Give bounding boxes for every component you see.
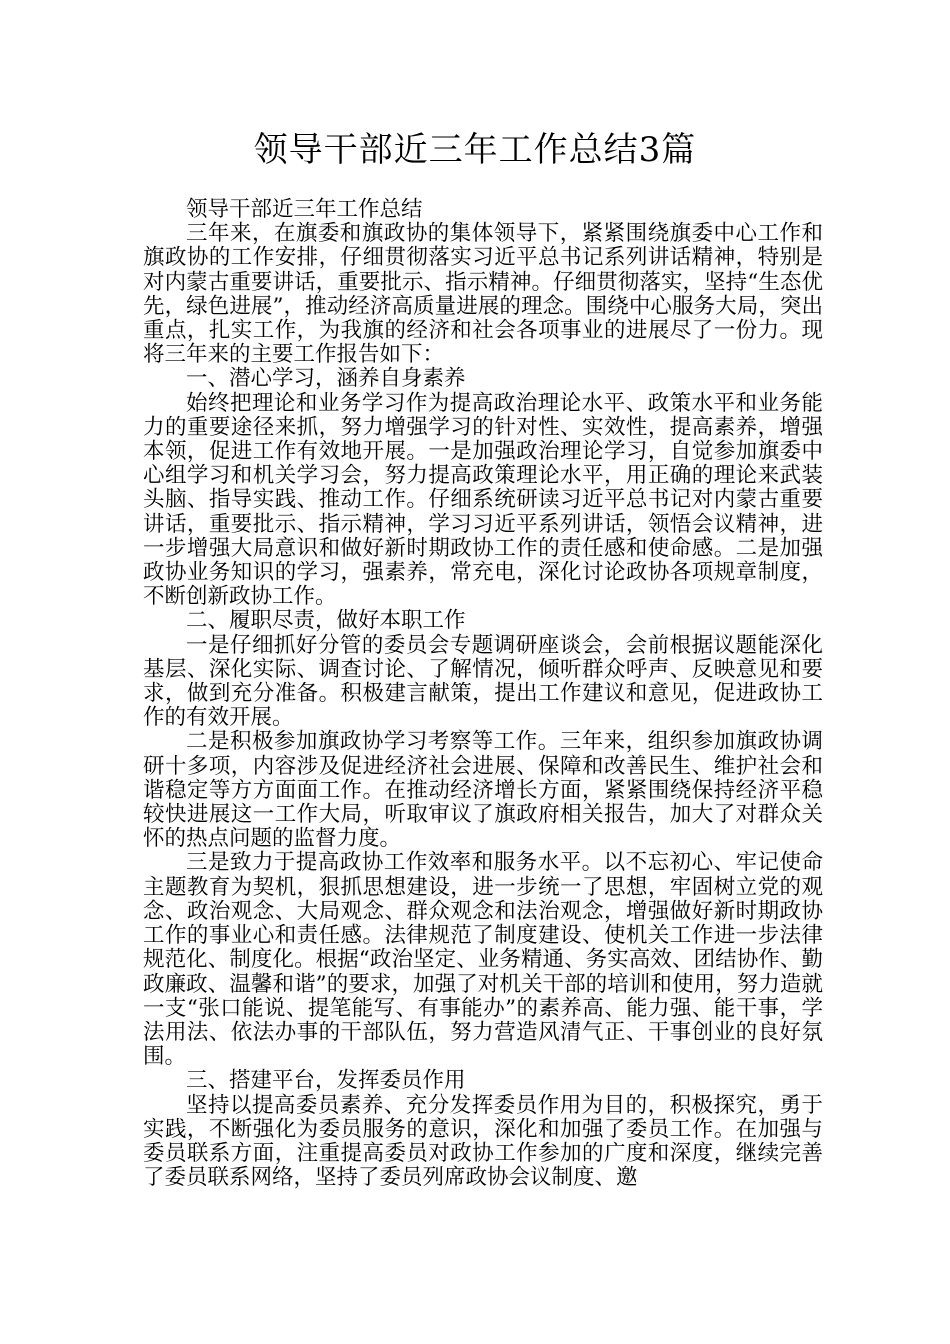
section-heading-3: 三、搭建平台，发挥委员作用 xyxy=(186,1068,466,1094)
document-title: 领导干部近三年工作总结3篇 xyxy=(253,130,697,170)
paragraph-duty-1: 一是仔细抓好分管的委员会专题调研座谈会，会前根据议题能深化基层、深化实际、调查讨论、了解情况，倾听群众呼声、反映意见和要求，做到充分准备。积极建言献策，提出工作建议和意见，促进政协工作的有效开展。 xyxy=(143,632,823,731)
section-heading-1: 一、潜心学习，涵养自身素养 xyxy=(186,366,466,392)
paragraph-subtitle: 领导干部近三年工作总结 xyxy=(186,197,423,222)
paragraph-platform: 坚持以提高委员素养、充分发挥委员作用为目的，积极探究，勇于实践，不断强化为委员服务的意识，深化和加强了委员工作。在加强与委员联系方面，注重提高委员对政协工作参加的广度和深度，继续完善了委员联系网络，坚持了委员列席政协会议制度、邀 xyxy=(143,1092,823,1191)
section-heading-2: 二、履职尽责，做好本职工作 xyxy=(186,608,466,634)
paragraph-duty-3: 三是致力于提高政协工作效率和服务水平。以不忘初心、牢记使命主题教育为契机，狠抓思想建设，进一步统一了思想，牢固树立党的观念、政治观念、大局观念、群众观念和法治观念，增强做好新时期政协工作的事业心和责任感。法律规范了制度建设、使机关工作进一步法律规范化、制度化。根据“政治坚定、业务精通、务实高效、团结协作、勤政廉政、温馨和谐”的要求，加强了对机关干部的培训和使用，努力造就一支“张口能说、提笔能写、有事能办”的素养高、能力强、能干事，学法用法、依法办事的干部队伍，努力营造风清气正、干事创业的良好氛围。 xyxy=(143,850,823,1070)
paragraph-study: 始终把理论和业务学习作为提高政治理论水平、政策水平和业务能力的重要途径来抓，努力增强学习的针对性、实效性，提高素养，增强本领，促进工作有效地开展。一是加强政治理论学习，自觉参加旗委中心组学习和机关学习会，努力提高政策理论水平，用正确的理论来武装头脑、指导实践、推动工作。仔细系统研读习近平总书记对内蒙古重要讲话，重要批示、指示精神，学习习近平系列讲话，领悟会议精神，进一步增强大局意识和做好新时期政协工作的责任感和使命感。二是加强政协业务知识的学习，强素养，常充电，深化讨论政协各项规章制度，不断创新政协工作。 xyxy=(143,390,823,610)
document-body xyxy=(143,198,823,1190)
paragraph-intro: 三年来，在旗委和旗政协的集体领导下，紧紧围绕旗委中心工作和旗政协的工作安排，仔细贯彻落实习近平总书记系列讲话精神，特别是对内蒙古重要讲话，重要批示、指示精神。仔细贯彻落实，坚持“生态优先，绿色进展”，推动经济高质量进展的理念。围绕中心服务大局，突出重点，扎实工作，为我旗的经济和社会各项事业的进展尽了一份力。现将三年来的主要工作报告如下： xyxy=(143,221,823,368)
paragraph-duty-2: 二是积极参加旗政协学习考察等工作。三年来，组织参加旗政协调研十多项，内容涉及促进经济社会进展、保障和改善民生、维护社会和谐稳定等方方面面工作。在推动经济增长方面，紧紧围绕保持经济平稳较快进展这一工作大局，听取审议了旗政府相关报告，加大了对群众关怀的热点问题的监督力度。 xyxy=(143,729,823,852)
